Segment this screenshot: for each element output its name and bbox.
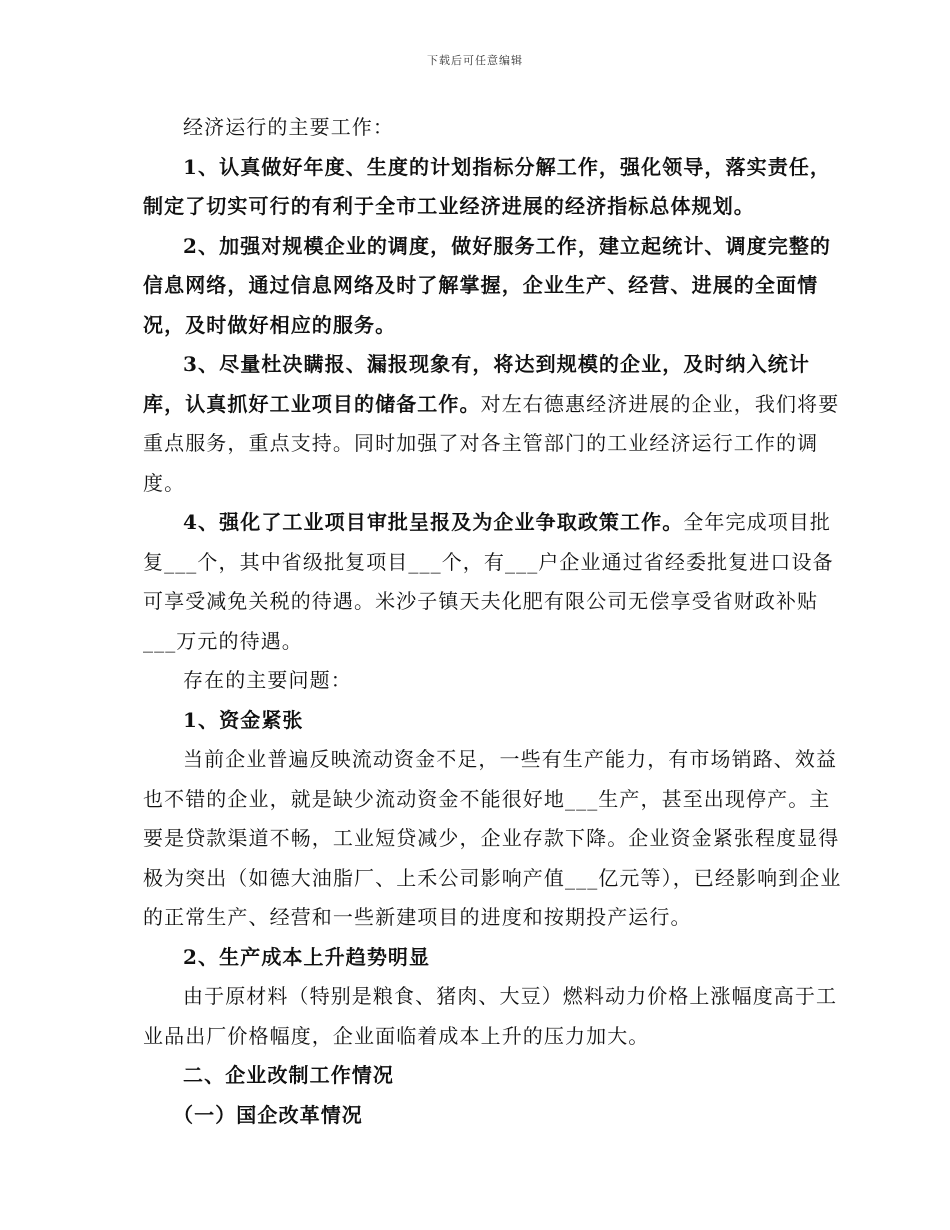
document-body	[143, 108, 843, 1135]
section-heading-funding	[143, 701, 843, 741]
page-header: 下载后可任意编辑	[427, 54, 523, 67]
paragraph-item-4	[143, 503, 843, 661]
paragraph-bold-text: 1、资金紧张	[183, 707, 304, 732]
section-heading-reform	[143, 1056, 843, 1096]
section-heading-costs	[143, 938, 843, 978]
paragraph-text: 全年完成项目批复___个，其中省级批复项目___个，有___户企业通过省经委批复进口设备可享受减免关税的待遇。米沙子镇天夫化肥有限公司无偿享受省财政补贴___万元的待遇。	[143, 510, 834, 653]
paragraph-text: 经济运行的主要工作：	[183, 115, 394, 139]
paragraph-text: 对左右德惠经济进展的企业，我们将要重点服务，重点支持。同时加强了对各主管部门的工业经济运行工作的调度。	[143, 391, 840, 495]
paragraph-bold-text: 二、企业改制工作情况	[183, 1063, 394, 1087]
paragraph-item-3	[143, 345, 843, 503]
subsection-heading-soe-reform	[143, 1096, 843, 1136]
paragraph-item-2	[143, 227, 843, 346]
paragraph-problems-heading	[143, 661, 843, 701]
paragraph-bold-text: 2、加强对规模企业的调度，做好服务工作，建立起统计、调度完整的信息网络，通过信息网络及时了解掌握，企业生产、经营、进展的全面情况，及时做好相应的服务。	[143, 233, 832, 337]
paragraph-text: 由于原材料（特别是粮食、猪肉、大豆）燃料动力价格上涨幅度高于工业品出厂价格幅度，企业面临着成本上升的压力加大。	[143, 984, 838, 1048]
paragraph-bold-text: （一）国企改革情况	[173, 1102, 363, 1127]
paragraph-bold-text: 1、认真做好年度、生度的计划指标分解工作，强化领导，落实责任，制定了切实可行的有利于全市工业经济进展的经济指标总体规划。	[143, 154, 832, 218]
paragraph-text: 存在的主要问题：	[183, 668, 352, 692]
paragraph-funding	[143, 740, 843, 938]
paragraph-bold-text: 2、生产成本上升趋势明显	[183, 944, 431, 969]
paragraph-costs	[143, 977, 843, 1056]
paragraph-text: 当前企业普遍反映流动资金不足，一些有生产能力，有市场销路、效益也不错的企业，就是缺少流动资金不能很好地___生产，甚至出现停产。主要是贷款渠道不畅，工业短贷减少，企业存款下降。企业资金紧张程度显得极为突出（如德大油脂厂、上禾公司影响产值___亿元等），已经影响到企业的正常生产、经营和一些新建项目的进度和按期投产运行。	[143, 747, 842, 929]
paragraph-bold-text: 4、强化了工业项目审批呈报及为企业争取政策工作。	[183, 510, 684, 534]
paragraph-item-1	[143, 148, 843, 227]
paragraph-econ-work-heading	[143, 108, 843, 148]
paragraph-bold-text: 3、尽量杜决瞒报、漏报现象有，将达到规模的企业，及时纳入统计库，认真抓好工业项目的储备工作。	[143, 352, 810, 416]
